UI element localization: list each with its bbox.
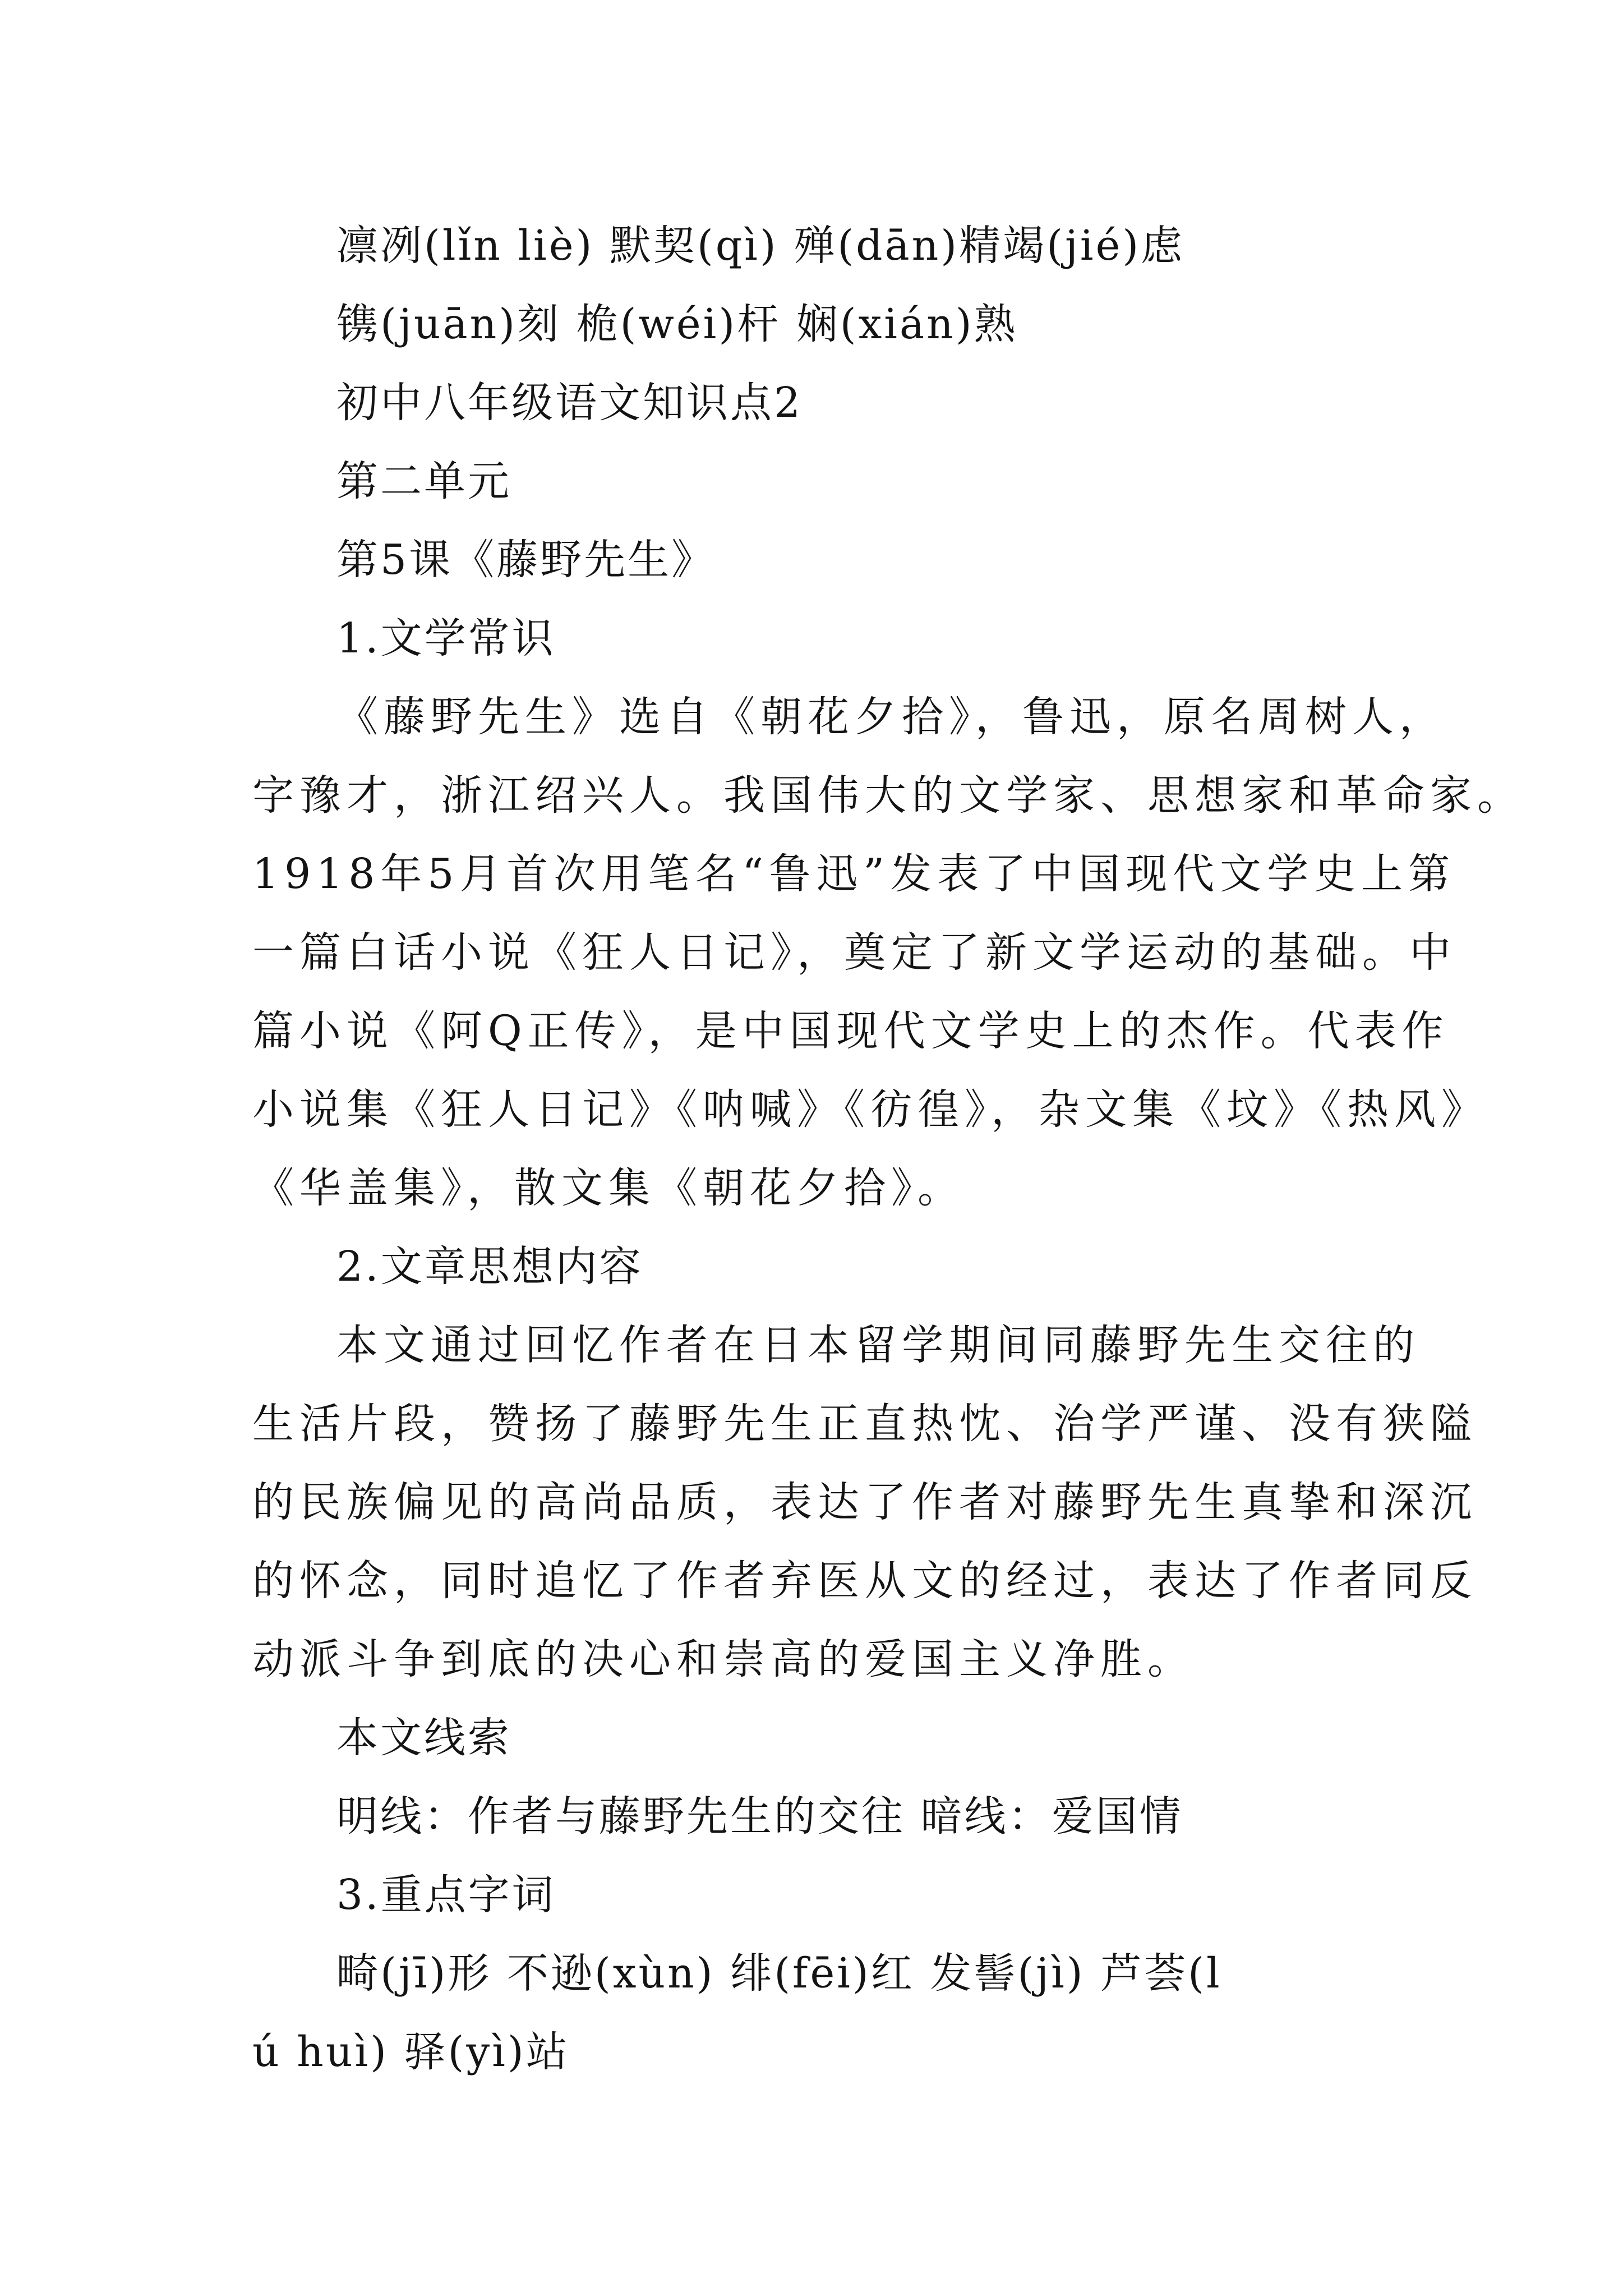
paragraph-line: 《藤野先生》选自《朝花夕拾》，鲁迅，原名周树人， bbox=[336, 693, 1446, 741]
paragraph-line: 字豫才，浙江绍兴人。我国伟大的文学家、思想家和革命家。 bbox=[252, 771, 1524, 820]
text-line: ú huì) 驿(yì)站 bbox=[252, 2028, 570, 2076]
subheading: 3.重点字词 bbox=[336, 1871, 556, 1919]
section-heading: 初中八年级语文知识点2 bbox=[336, 379, 803, 427]
subheading: 本文线索 bbox=[336, 1714, 511, 1762]
lesson-heading: 第5课《藤野先生》 bbox=[336, 536, 716, 584]
paragraph-line: 的怀念，同时追忆了作者弃医从文的经过，表达了作者同反 bbox=[252, 1557, 1477, 1605]
text-line: 凛冽(lǐn liè) 默契(qì) 殚(dān)精竭(jié)虑 bbox=[336, 222, 1185, 270]
text-line: 镌(juān)刻 桅(wéi)杆 娴(xián)熟 bbox=[336, 300, 1018, 348]
paragraph-line: 篇小说《阿Q正传》，是中国现代文学史上的杰作。代表作 bbox=[252, 1007, 1449, 1055]
subheading: 1.文学常识 bbox=[336, 614, 556, 662]
subheading: 2.文章思想内容 bbox=[336, 1243, 643, 1291]
paragraph-line: 生活片段，赞扬了藤野先生正直热忱、治学严谨、没有狭隘 bbox=[252, 1400, 1477, 1448]
paragraph-line: 一篇白话小说《狂人日记》，奠定了新文学运动的基础。中 bbox=[252, 928, 1456, 977]
paragraph-line: 动派斗争到底的决心和崇高的爱国主义净胜。 bbox=[252, 1635, 1195, 1683]
text-line: 明线：作者与藤野先生的交往 暗线：爱国情 bbox=[336, 1792, 1183, 1841]
paragraph-line: 的民族偏见的高尚品质，表达了作者对藤野先生真挚和深沉 bbox=[252, 1478, 1477, 1526]
text-line: 畸(jī)形 不逊(xùn) 绯(fēi)红 发髻(jì) 芦荟(l bbox=[336, 1949, 1222, 1998]
paragraph-line: 《华盖集》，散文集《朝花夕拾》。 bbox=[252, 1164, 965, 1212]
paragraph-line: 1918年5月首次用笔名“鲁迅”发表了中国现代文学史上第 bbox=[252, 850, 1456, 898]
paragraph-line: 本文通过回忆作者在日本留学期间同藤野先生交往的 bbox=[336, 1321, 1420, 1369]
paragraph-line: 小说集《狂人日记》《呐喊》《彷徨》，杂文集《坟》《热风》 bbox=[252, 1085, 1488, 1134]
unit-heading: 第二单元 bbox=[336, 457, 511, 505]
